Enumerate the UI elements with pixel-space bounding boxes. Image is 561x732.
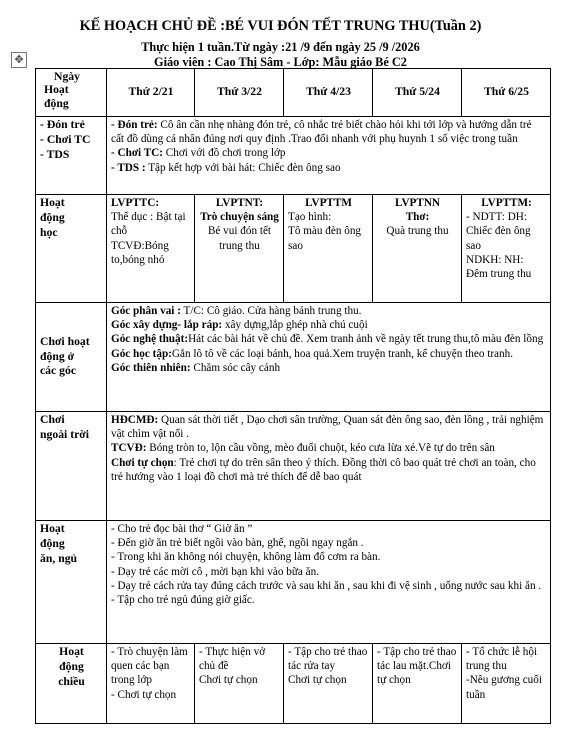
hoc-text: TCVĐ:Bóng to,bóng nhỏ [111,239,169,266]
goc-heading: Góc nghệ thuật: [111,333,189,346]
day-header-tue: Thứ 3/22 [195,69,284,117]
goc-heading: Góc thiên nhiên: [111,361,191,374]
ngoai-troi-item [111,413,547,441]
hoc-subject-title: LVPTNN [395,197,440,209]
hoc-subject-sub: Thơ: [405,211,430,224]
chieu-text: - Tập cho trẻ thao tác lau mặt.Chơi tự chọn [377,646,457,687]
hoc-subject-title: LVPTTC: [111,197,160,209]
row-label-hoat-dong-hoc [36,195,107,303]
goc-item [111,304,547,318]
goc-text: Gắn lô tô về các loại bánh, hoa quả.Xem truyện tranh, kể chuyện theo tranh. [171,347,514,360]
label-line: chiều [58,674,85,688]
choi-tc-line [111,146,547,160]
hoc-subject-title: LVPTTM: [481,197,532,209]
choi-tc-text: Chơi với đồ chơi trong lớp [163,147,286,160]
hoc-thu [373,195,462,303]
chieu-text: Chơi tự chọn [288,674,347,687]
tds-line [111,161,547,175]
label-line: các góc [40,364,77,378]
chieu-text: -Nêu gương cuối tuần [466,674,542,701]
chieu-thu [373,644,462,724]
row-hoat-dong-hoc [36,195,551,303]
ngoai-troi-heading: Chơi tự chọn [111,456,174,469]
goc-text: Chăm sóc cây cảnh [190,361,281,374]
chieu-text: Chơi tự chọn [199,674,258,687]
chieu-text: - Chơi tự chọn [111,688,177,701]
label-line: - Chơi TC [40,132,91,146]
label-line: ngoài trời [40,427,89,441]
row-an-ngu [36,521,551,644]
chieu-mon [107,644,195,724]
plan-table [35,68,551,724]
tds-text: Tập kết hợp với bài hát: Chiếc đèn ông sao [145,161,341,174]
row-label-chieu [36,644,107,724]
day-header-mon: Thứ 2/21 [107,69,195,117]
hoc-mon [107,195,195,303]
goc-heading: Góc học tập: [111,347,172,360]
label-line: Chơi [40,413,65,426]
an-ngu-line: - Cho trẻ đọc bài thơ “ Giờ ăn ” [111,523,253,535]
ngoai-troi-content [107,412,551,521]
goc-item [111,361,547,375]
chieu-fri [462,644,551,724]
label-line: ăn, ngủ [40,551,78,565]
hoc-text: Thể dục : Bật tại chỗ [111,211,186,238]
tds-heading: - TDS : [111,161,146,174]
label-line: động ở [40,349,75,363]
hoc-subject-title: LVPTTM [305,197,352,209]
goc-text: Hát các bài hát về chủ đề. Xem tranh ảnh về ngày tết trung thu,tô màu đèn lồng [188,333,544,346]
document-subtitle-teacher: Giáo viên : Cao Thị Sâm - Lớp: Mẫu giáo Bé C2 [154,55,407,69]
ngoai-troi-heading: TCVĐ: [111,442,147,455]
day-header-fri: Thứ 6/25 [462,69,551,117]
table-move-handle-icon[interactable]: ✥ [11,52,27,68]
hoc-wed [284,195,373,303]
choi-tc-heading: - Chơi TC: [111,147,163,160]
an-ngu-line: - Dạy trẻ các mời cô , mời bạn khi vào bữa ăn. [111,565,320,578]
row-chieu [36,644,551,724]
hoc-text: Tô màu đèn ông sao [288,225,362,252]
label-line: động [40,536,65,550]
header-row [36,69,551,117]
row-label-ngoai-troi [36,412,107,521]
ngoai-troi-item [111,441,547,455]
label-line: - TDS [40,147,70,161]
don-tre-content [107,117,551,195]
chieu-tue [195,644,284,724]
label-line: động [59,659,84,673]
goc-text: xây dựng,lắp ghép nhà chú cuội [222,319,368,332]
document-subtitle-dates: Thực hiện 1 tuần.Từ ngày :21 /9 đến ngày 25 /9 /2026 [141,40,420,54]
header-first-line: Hoạt [44,83,69,97]
chieu-text: - Thực hiện vở chủ đề [199,646,266,673]
hoc-text: Quà trung thu [386,225,449,238]
goc-heading: Góc xây dựng- lắp ráp: [111,319,223,332]
hoc-tue [195,195,284,303]
label-line: Hoạt [59,645,84,658]
don-tre-line [111,118,547,146]
hoc-text: - NDTT: DH: Chiếc đèn ông sao [466,211,531,252]
hoc-text: NDKH: NH: Đêm trung thu [466,253,532,281]
an-ngu-content [107,521,551,644]
ngoai-troi-text: Bóng tròn to, lộn cầu vồng, mèo đuổi chuột, kéo cưa lừa xẻ.Vẽ tự do trên sân [146,442,495,455]
label-line: Chơi hoạt [40,334,90,348]
goc-item [111,318,547,332]
choi-goc-content [107,303,551,412]
chieu-text: - Trò chuyện làm quen các bạn trong lớp [111,646,188,687]
header-first-line: động [44,96,69,110]
label-line: học [40,225,58,239]
hoc-subject-title: LVPTNT: [215,197,264,209]
row-choi-goc [36,303,551,412]
day-header-thu: Thứ 5/24 [373,69,462,117]
hoc-text: Tạo hình: [288,211,332,224]
don-tre-heading: - Đón trẻ: [111,119,158,131]
chieu-wed [284,644,373,724]
row-ngoai-troi [36,412,551,521]
chieu-text: - Tập cho trẻ thao tác rửa tay [288,646,368,673]
ngoai-troi-text: Quan sát thời tiết , Dạo chơi sân trường, Quan sát đèn ông sao, đèn lồng , trải nghiệm vật chìm vật nổi . [111,414,544,441]
an-ngu-line: - Trong khi ăn không nói chuyện, không làm đổ cơm ra bàn. [111,551,381,564]
an-ngu-line: - Tập cho trẻ ngủ đúng giờ giấc. [111,594,255,607]
label-line: Hoạt [40,196,65,209]
hoc-text: Bé vui đón tết trung thu [207,225,272,252]
label-line: động [40,210,65,224]
ngoai-troi-item [111,456,547,484]
header-first-cell [36,69,107,117]
don-tre-text: Cô ân cần nhẹ nhàng đón trẻ, cô nhắc trẻ biết chào hỏi khi tới lớp và hướng dẫn trẻ cất đồ dùng cá nhân đúng nơi quy định .Trao đổi nhanh với phụ huynh 1 số việc trong tuần [111,119,532,146]
header-first-line: Ngày [54,70,80,83]
day-header-wed: Thứ 4/23 [284,69,373,117]
label-line: Hoạt [40,522,65,535]
label-line: - Đón trẻ [40,118,85,131]
ngoai-troi-text: : Trẻ chơi tự do trên sân theo ý thích. Đồng thời cô bao quát trẻ chơi an toàn, cho trẻ hướng vào 1 loại đồ chơi mà trẻ thích để dễ bao quát [111,456,536,483]
ngoai-troi-heading: HĐCMĐ: [111,414,159,426]
goc-heading: Góc phân vai : [111,305,181,317]
goc-item [111,347,547,361]
goc-item [111,332,547,346]
an-ngu-line: - Đến giờ ăn trẻ biết ngồi vào bàn, ghế, ngồi ngay ngắn . [111,537,364,550]
goc-text: T/C: Cô giáo. Cửa hàng bánh trung thu. [180,305,362,317]
chieu-text: - Tổ chức lễ hội trung thu [466,646,538,673]
row-label-choi-goc [36,303,107,412]
an-ngu-line: - Dạy trẻ cách rửa tay đúng cách trước và sau khi ăn , sau khi đi vệ sinh , uống nước sau khi ăn . [111,579,542,592]
row-label-an-ngu [36,521,107,644]
row-don-tre [36,117,551,195]
hoc-subject-sub: Trò chuyện sáng [200,211,279,224]
row-label-don-tre [36,117,107,195]
hoc-fri [462,195,551,303]
document-title: KẾ HOẠCH CHỦ ĐỀ :BÉ VUI ĐÓN TẾT TRUNG THU(Tuần 2) [79,18,482,34]
